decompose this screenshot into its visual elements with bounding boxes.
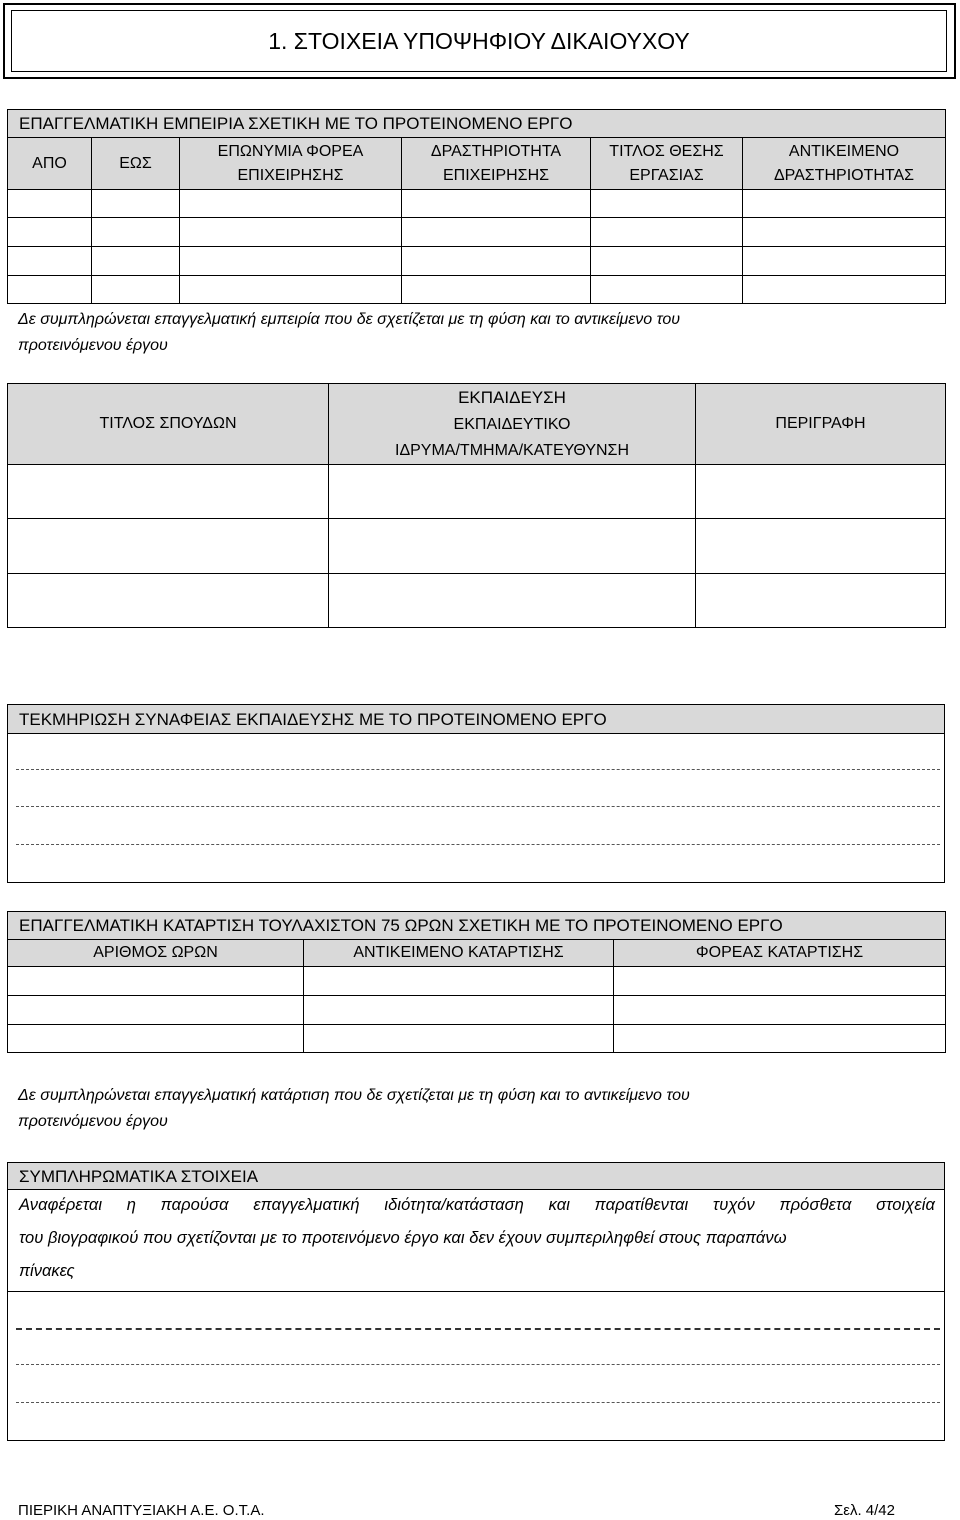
input-cell[interactable] — [180, 247, 402, 276]
relevance-text-area[interactable] — [7, 733, 945, 883]
input-cell[interactable] — [180, 218, 402, 247]
page-title — [11, 10, 947, 72]
training-heading-row — [8, 912, 946, 940]
table-row — [8, 276, 946, 304]
input-cell[interactable] — [8, 218, 92, 247]
education-header-row — [8, 384, 946, 465]
col-institution: ΕΚΠΑΙΔΕΥΣΗ ΕΚΠΑΙΔΕΥΤΙΚΟ ΙΔΡΥΜΑ/ΤΜΗΜΑ/ΚΑΤΕΥΘΥΝΣΗ — [329, 384, 696, 465]
input-cell[interactable] — [743, 218, 946, 247]
input-cell[interactable] — [402, 276, 591, 304]
experience-heading-row — [8, 110, 946, 138]
relevance-heading: ΤΕΚΜΗΡΙΩΣΗ ΣΥΝΑΦΕΙΑΣ ΕΚΠΑΙΔΕΥΣΗΣ ΜΕ ΤΟ ΠΡΟΤΕΙΝΟΜΕΝΟ ΕΡΓΟ — [19, 710, 607, 729]
col-to: ΕΩΣ — [92, 138, 180, 190]
input-cell[interactable] — [8, 574, 329, 628]
table-row — [8, 218, 946, 247]
supplementary-text-area[interactable] — [7, 1291, 945, 1441]
col-employer: ΕΠΩΝΥΜΙΑ ΦΟΡΕΑ ΕΠΙΧΕΙΡΗΣΗΣ — [180, 138, 402, 190]
col-hours: ΑΡΙΘΜΟΣ ΩΡΩΝ — [8, 940, 304, 967]
training-table — [7, 911, 946, 1053]
input-cell[interactable] — [92, 276, 180, 304]
input-cell[interactable] — [614, 967, 946, 996]
dashed-line — [16, 769, 940, 770]
dashed-line — [16, 844, 940, 845]
input-cell[interactable] — [743, 247, 946, 276]
input-cell[interactable] — [614, 996, 946, 1025]
dashed-line — [16, 806, 940, 807]
input-cell[interactable] — [329, 519, 696, 574]
supplementary-instructions: Αναφέρεται η παρούσα επαγγελματική ιδιότητα/κατάσταση και παρατίθενται τυχόν πρόσθετα στοιχεία του βιογραφικού που σχετίζονται με το προτεινόμενο έργο και δεν έχουν συμπεριληφθεί στους παραπάνω πίνακες — [7, 1189, 945, 1292]
table-row — [8, 996, 946, 1025]
training-header-row — [8, 940, 946, 967]
table-row — [8, 247, 946, 276]
supplementary-heading-bar — [7, 1162, 945, 1190]
table-row — [8, 519, 946, 574]
col-training-provider: ΦΟΡΕΑΣ ΚΑΤΑΡΤΙΣΗΣ — [614, 940, 946, 967]
training-note: Δε συμπληρώνεται επαγγελματική κατάρτιση που δε σχετίζεται με τη φύση και το αντικείμενο του προτεινόμενου έργου — [18, 1087, 690, 1130]
input-cell[interactable] — [92, 247, 180, 276]
col-from: ΑΠΟ — [8, 138, 92, 190]
table-row — [8, 465, 946, 519]
input-cell[interactable] — [8, 276, 92, 304]
input-cell[interactable] — [180, 276, 402, 304]
input-cell[interactable] — [8, 247, 92, 276]
input-cell[interactable] — [591, 276, 743, 304]
page-title-text: 1. ΣΤΟΙΧΕΙΑ ΥΠΟΨΗΦΙΟΥ ΔΙΚΑΙΟΥΧΟΥ — [268, 27, 690, 54]
dashed-line — [16, 1328, 940, 1330]
input-cell[interactable] — [304, 1025, 614, 1053]
experience-table — [7, 109, 946, 304]
input-cell[interactable] — [591, 190, 743, 218]
col-training-subject: ΑΝΤΙΚΕΙΜΕΝΟ ΚΑΤΑΡΤΙΣΗΣ — [304, 940, 614, 967]
input-cell[interactable] — [8, 1025, 304, 1053]
input-cell[interactable] — [614, 1025, 946, 1053]
footer-page-number: Σελ. 4/42 — [834, 1502, 895, 1519]
col-degree-title: ΤΙΤΛΟΣ ΣΠΟΥΔΩΝ — [8, 384, 329, 465]
table-row — [8, 1025, 946, 1053]
relevance-heading-bar — [7, 704, 945, 734]
input-cell[interactable] — [696, 465, 946, 519]
col-activity-subject: ΑΝΤΙΚΕΙΜΕΝΟ ΔΡΑΣΤΗΡΙΟΤΗΤΑΣ — [743, 138, 946, 190]
dashed-line — [16, 1402, 940, 1403]
input-cell[interactable] — [180, 190, 402, 218]
input-cell[interactable] — [696, 574, 946, 628]
col-business-activity: ΔΡΑΣΤΗΡΙΟΤΗΤΑ ΕΠΙΧΕΙΡΗΣΗΣ — [402, 138, 591, 190]
education-table — [7, 383, 946, 628]
input-cell[interactable] — [8, 465, 329, 519]
input-cell[interactable] — [743, 276, 946, 304]
table-row — [8, 574, 946, 628]
input-cell[interactable] — [743, 190, 946, 218]
col-description: ΠΕΡΙΓΡΑΦΗ — [696, 384, 946, 465]
table-row — [8, 190, 946, 218]
input-cell[interactable] — [696, 519, 946, 574]
dashed-line — [16, 1364, 940, 1365]
training-heading: ΕΠΑΓΓΕΛΜΑΤΙΚΗ ΚΑΤΑΡΤΙΣΗ ΤΟΥΛΑΧΙΣΤΟΝ 75 ΩΡΩΝ ΣΧΕΤΙΚΗ ΜΕ ΤΟ ΠΡΟΤΕΙΝΟΜΕΝΟ ΕΡΓΟ — [8, 912, 946, 940]
input-cell[interactable] — [402, 190, 591, 218]
input-cell[interactable] — [8, 967, 304, 996]
table-row — [8, 967, 946, 996]
footer-organization: ΠΙΕΡΙΚΗ ΑΝΑΠΤΥΞΙΑΚΗ Α.Ε. Ο.Τ.Α. — [18, 1502, 265, 1519]
input-cell[interactable] — [329, 465, 696, 519]
input-cell[interactable] — [304, 967, 614, 996]
input-cell[interactable] — [402, 247, 591, 276]
col-job-title: ΤΙΤΛΟΣ ΘΕΣΗΣ ΕΡΓΑΣΙΑΣ — [591, 138, 743, 190]
input-cell[interactable] — [402, 218, 591, 247]
experience-header-row — [8, 138, 946, 190]
input-cell[interactable] — [8, 190, 92, 218]
input-cell[interactable] — [591, 218, 743, 247]
input-cell[interactable] — [92, 190, 180, 218]
input-cell[interactable] — [8, 519, 329, 574]
experience-heading: ΕΠΑΓΓΕΛΜΑΤΙΚΗ ΕΜΠΕΙΡΙΑ ΣΧΕΤΙΚΗ ΜΕ ΤΟ ΠΡΟΤΕΙΝΟΜΕΝΟ ΕΡΓΟ — [8, 110, 946, 138]
experience-note: Δε συμπληρώνεται επαγγελματική εμπειρία που δε σχετίζεται με τη φύση και το αντικείμενο του προτεινόμενου έργου — [18, 311, 681, 354]
input-cell[interactable] — [92, 218, 180, 247]
input-cell[interactable] — [304, 996, 614, 1025]
input-cell[interactable] — [591, 247, 743, 276]
supplementary-heading: ΣΥΜΠΛΗΡΩΜΑΤΙΚΑ ΣΤΟΙΧΕΙΑ — [19, 1167, 259, 1186]
input-cell[interactable] — [8, 996, 304, 1025]
input-cell[interactable] — [329, 574, 696, 628]
